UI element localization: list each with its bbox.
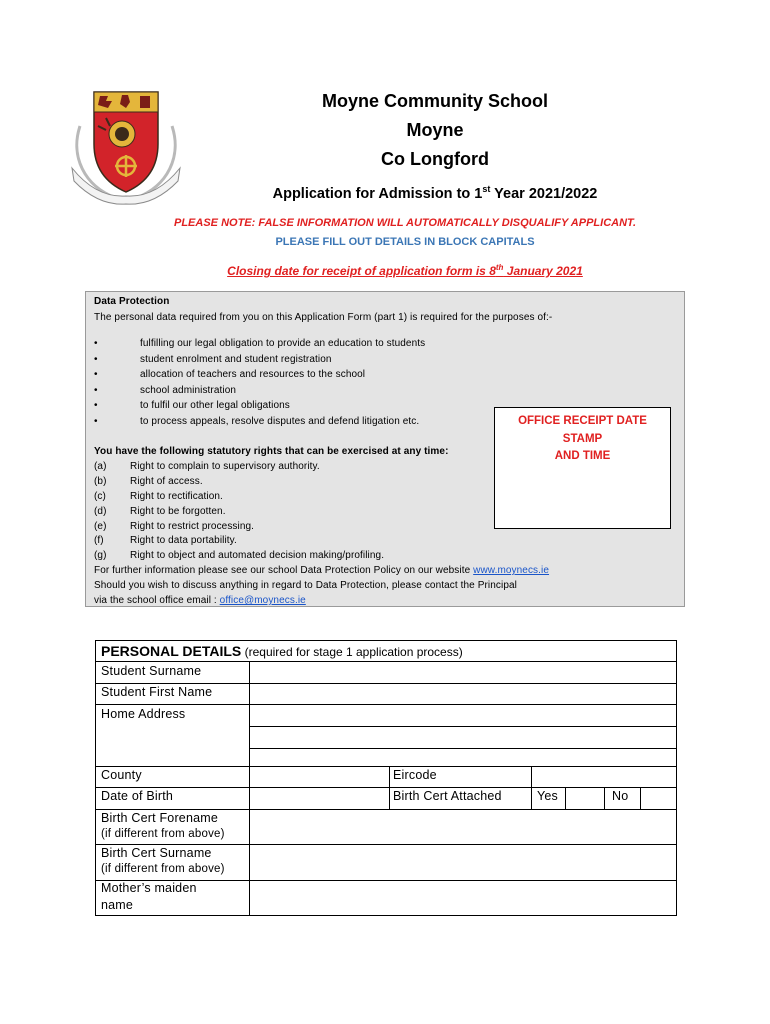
dp-intro: The personal data required from you on this Application Form (part 1) is required for the purposes of:- [94, 312, 553, 323]
dp-purpose: school administration [140, 385, 237, 396]
mothers-maiden-name-input[interactable] [250, 881, 676, 915]
office-receipt-stamp-box [494, 407, 671, 529]
birth-cert-forename-label: Birth Cert Forename [101, 811, 219, 825]
bullet-icon: • [94, 354, 98, 365]
right-letter: (f) [94, 535, 104, 546]
home-address-label: Home Address [101, 707, 186, 721]
county-label: County [101, 768, 142, 782]
dp-purpose: to process appeals, resolve disputes and defend litigation etc. [140, 416, 420, 427]
right-letter: (a) [94, 461, 107, 472]
right-text: Right to data portability. [130, 535, 237, 546]
dp-email-line: via the school office email : office@moynecs.ie [94, 595, 306, 606]
county-input[interactable] [250, 767, 389, 787]
birth-cert-yes-checkbox[interactable] [566, 788, 604, 809]
student-first-name-input[interactable] [250, 684, 676, 704]
student-first-name-label: Student First Name [101, 685, 213, 699]
school-crest-logo [66, 86, 186, 206]
birth-cert-surname-label: Birth Cert Surname [101, 846, 212, 860]
dp-discuss-line: Should you wish to discuss anything in regard to Data Protection, please contact the Principal [94, 580, 517, 591]
false-info-warning: PLEASE NOTE: FALSE INFORMATION WILL AUTOMATICALLY DISQUALIFY APPLICANT. [174, 217, 636, 229]
shield [94, 92, 158, 192]
right-letter: (g) [94, 550, 107, 561]
email-link[interactable]: office@moynecs.ie [219, 595, 306, 606]
dp-heading: Data Protection [94, 296, 170, 307]
stamp-line-1: OFFICE RECEIPT DATE [518, 415, 647, 427]
right-letter: (b) [94, 476, 107, 487]
right-letter: (e) [94, 521, 107, 532]
application-title: Application for Admission to 1st Year 2021/2022 [272, 184, 598, 202]
yes-label: Yes [537, 789, 558, 803]
dp-purpose: student enrolment and student registration [140, 354, 332, 365]
personal-details-table [95, 640, 677, 916]
right-text: Right to object and automated decision making/profiling. [130, 550, 385, 561]
website-link[interactable]: www.moynecs.ie [473, 565, 550, 576]
student-surname-label: Student Surname [101, 664, 202, 678]
right-text: Right to complain to supervisory authority. [130, 461, 320, 472]
right-text: Right of access. [130, 476, 203, 487]
dp-rights-heading: You have the following statutory rights that can be exercised at any time: [94, 446, 449, 457]
personal-details-heading: PERSONAL DETAILS (required for stage 1 application process) [101, 643, 463, 659]
home-address-input[interactable] [250, 705, 676, 766]
school-county: Co Longford [381, 149, 489, 169]
right-letter: (c) [94, 491, 106, 502]
bullet-icon: • [94, 369, 98, 380]
birth-cert-surname-note: (if different from above) [101, 863, 225, 875]
birth-cert-no-checkbox[interactable] [641, 788, 676, 809]
right-text: Right to be forgotten. [130, 506, 226, 517]
bullet-icon: • [94, 416, 98, 427]
school-town: Moyne [406, 120, 464, 140]
birth-cert-forename-note: (if different from above) [101, 828, 225, 840]
birth-cert-surname-input[interactable] [250, 845, 676, 880]
right-text: Right to rectification. [130, 491, 223, 502]
no-label: No [612, 789, 629, 803]
stamp-line-3: AND TIME [554, 450, 611, 462]
mothers-maiden-name-label-2: name [101, 898, 134, 912]
student-surname-input[interactable] [250, 662, 676, 683]
dp-purpose: to fulfil our other legal obligations [140, 400, 290, 411]
school-name: Moyne Community School [321, 91, 548, 111]
block-capitals-note: PLEASE FILL OUT DETAILS IN BLOCK CAPITALS [275, 236, 535, 248]
birth-cert-attached-label: Birth Cert Attached [393, 789, 502, 803]
dp-purpose: fulfilling our legal obligation to provide an education to students [140, 338, 426, 349]
closing-date-notice: Closing date for receipt of application form is 8th January 2021 [227, 263, 583, 278]
bullet-icon: • [94, 385, 98, 396]
dp-purpose: allocation of teachers and resources to the school [140, 369, 366, 380]
birth-cert-forename-input[interactable] [250, 810, 676, 844]
eircode-label: Eircode [393, 768, 437, 782]
right-text: Right to restrict processing. [130, 521, 255, 532]
eircode-input[interactable] [532, 767, 676, 787]
date-of-birth-input[interactable] [250, 788, 389, 809]
dp-policy-line: For further information please see our school Data Protection Policy on our website www.moynecs.ie [94, 565, 550, 576]
right-letter: (d) [94, 506, 107, 517]
bullet-icon: • [94, 338, 98, 349]
date-of-birth-label: Date of Birth [101, 789, 174, 803]
stamp-line-2: STAMP [562, 432, 603, 445]
mothers-maiden-name-label: Mother’s maiden [101, 881, 197, 895]
bullet-icon: • [94, 400, 98, 411]
